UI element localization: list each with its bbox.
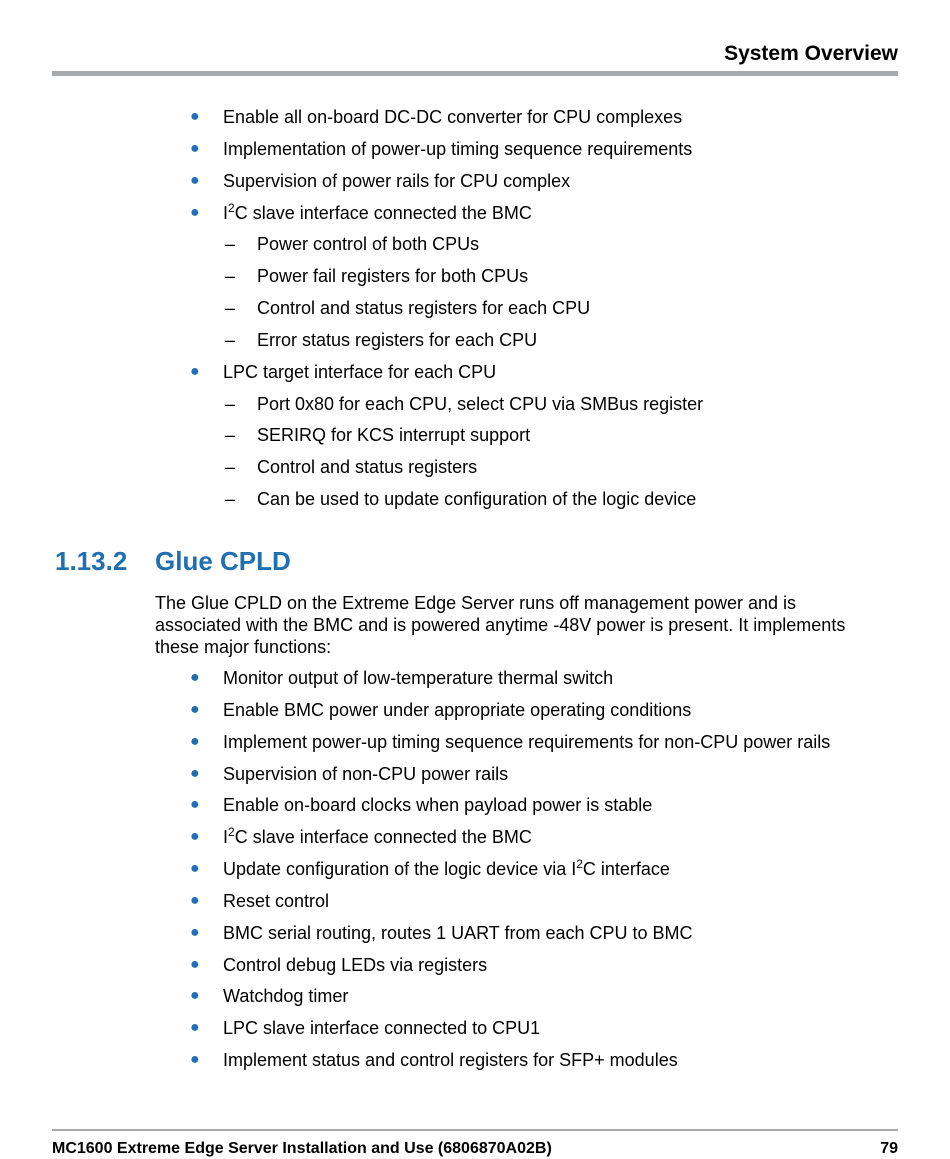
dash-marker-icon: –	[225, 329, 236, 350]
list-item-text	[223, 858, 670, 880]
bullet-item	[0, 763, 950, 795]
sub-bullet-item	[0, 456, 950, 488]
bullet-item	[0, 1017, 950, 1049]
sub-bullet-item	[0, 233, 950, 265]
footer-document-title: MC1600 Extreme Edge Server Installation and Use (6806870A02B)	[52, 1140, 552, 1157]
list-item-text	[223, 667, 613, 689]
bullet-item	[0, 954, 950, 986]
text-main: Error status registers for each CPU	[257, 329, 538, 350]
text-main: Control and status registers for each CPU	[257, 298, 591, 319]
list-item-text	[257, 265, 528, 287]
section-title: Glue CPLD	[155, 546, 291, 576]
footer-divider	[52, 1129, 898, 1131]
list-item-text	[223, 106, 682, 128]
bullet-dot-icon: ●	[190, 362, 200, 380]
list-item-text	[223, 794, 652, 816]
text-main: Power fail registers for both CPUs	[257, 266, 529, 287]
bullet-item	[0, 202, 950, 234]
text-main: Watchdog timer	[223, 986, 349, 1007]
list-item-text	[223, 138, 692, 160]
sub-bullet-item	[0, 393, 950, 425]
text-main: Supervision of power rails for CPU complex	[223, 170, 571, 191]
list-item-text	[223, 361, 496, 383]
feature-list-glue-cpld	[0, 667, 950, 1081]
text-prefix: I	[223, 202, 229, 223]
bullet-item	[0, 170, 950, 202]
bullet-item	[0, 858, 950, 890]
section-intro-paragraph: The Glue CPLD on the Extreme Edge Server runs off management power and is associated with the BMC and is powered anytime -48V power is present. It implements these major functions:	[155, 593, 846, 657]
list-item-text	[223, 826, 532, 848]
text-main: LPC slave interface connected to CPU1	[223, 1018, 541, 1039]
text-main: BMC serial routing, routes 1 UART from each CPU to BMC	[223, 922, 693, 943]
text-main: Can be used to update configuration of the logic device	[257, 489, 697, 510]
text-main: Implementation of power-up timing sequence requirements	[223, 138, 693, 159]
bullet-item	[0, 826, 950, 858]
list-item-text	[257, 297, 590, 319]
list-item-text	[257, 233, 479, 255]
bullet-item	[0, 985, 950, 1017]
list-item-text	[257, 424, 530, 446]
text-main: Control debug LEDs via registers	[223, 954, 488, 975]
superscript: 2	[228, 825, 235, 840]
dash-marker-icon: –	[225, 393, 236, 414]
bullet-item	[0, 106, 950, 138]
sub-bullet-item	[0, 329, 950, 361]
bullet-item	[0, 731, 950, 763]
list-item-text	[223, 954, 487, 976]
bullet-dot-icon: ●	[190, 923, 200, 941]
bullet-dot-icon: ●	[190, 955, 200, 973]
superscript: 2	[228, 200, 235, 215]
list-item-text	[223, 890, 329, 912]
bullet-item	[0, 361, 950, 393]
section-heading	[55, 546, 291, 577]
dash-marker-icon: –	[225, 489, 236, 510]
bullet-dot-icon: ●	[190, 860, 200, 878]
text-prefix: I	[223, 827, 229, 848]
text-main: Monitor output of low-temperature thermal switch	[223, 668, 614, 688]
bullet-dot-icon: ●	[190, 1051, 200, 1069]
list-item-text	[257, 393, 703, 415]
list-item-text	[223, 170, 570, 192]
list-item-text	[223, 763, 508, 785]
bullet-item	[0, 699, 950, 731]
text-main: Implement status and control registers for SFP+ modules	[223, 1050, 678, 1071]
bullet-dot-icon: ●	[190, 171, 200, 189]
bullet-dot-icon: ●	[190, 1019, 200, 1037]
list-item-text	[223, 699, 691, 721]
bullet-dot-icon: ●	[190, 700, 200, 718]
section-number: 1.13.2	[55, 546, 128, 576]
text-main: C slave interface connected the BMC	[234, 827, 532, 848]
sub-bullet-item	[0, 297, 950, 329]
text-main: Enable all on-board DC-DC converter for CPU complexes	[223, 107, 683, 127]
dash-marker-icon: –	[225, 266, 236, 287]
bullet-dot-icon: ●	[190, 796, 200, 814]
bullet-item	[0, 794, 950, 826]
list-item-text	[257, 488, 696, 510]
header-divider	[52, 71, 898, 76]
list-item-text	[223, 731, 830, 753]
sub-bullet-item	[0, 265, 950, 297]
text-main: Reset control	[223, 890, 330, 911]
bullet-dot-icon: ●	[190, 108, 200, 125]
list-item-text	[223, 202, 532, 224]
bullet-dot-icon: ●	[190, 669, 200, 686]
bullet-item	[0, 890, 950, 922]
bullet-dot-icon: ●	[190, 203, 200, 221]
bullet-item	[0, 922, 950, 954]
feature-list-cpu	[0, 106, 950, 520]
page-header-title: System Overview	[724, 42, 898, 65]
list-item-text	[223, 922, 693, 944]
bullet-dot-icon: ●	[190, 891, 200, 909]
text-main: Implement power-up timing sequence requirements for non-CPU power rails	[223, 731, 831, 752]
list-item-text	[257, 329, 537, 351]
bullet-dot-icon: ●	[190, 764, 200, 782]
bullet-item	[0, 1049, 950, 1081]
dash-marker-icon: –	[225, 457, 236, 478]
text-main: Power control of both CPUs	[257, 234, 480, 255]
list-item-text	[223, 1049, 678, 1071]
text-main: Enable on-board clocks when payload power is stable	[223, 795, 653, 816]
bullet-item	[0, 138, 950, 170]
list-item-text	[223, 1017, 540, 1039]
bullet-item	[0, 667, 950, 699]
text-prefix: Update configuration of the logic device via I	[223, 859, 577, 880]
bullet-dot-icon: ●	[190, 828, 200, 846]
dash-marker-icon: –	[225, 234, 236, 255]
list-item-text	[223, 985, 348, 1007]
bullet-dot-icon: ●	[190, 987, 200, 1005]
text-main: Control and status registers	[257, 457, 478, 478]
footer-page-number: 79	[880, 1140, 898, 1157]
text-main: Supervision of non-CPU power rails	[223, 763, 509, 784]
text-main: C interface	[582, 859, 670, 880]
list-item-text	[257, 456, 477, 478]
dash-marker-icon: –	[225, 425, 236, 446]
text-main: SERIRQ for KCS interrupt support	[257, 425, 531, 446]
sub-bullet-item	[0, 488, 950, 520]
bullet-dot-icon: ●	[190, 732, 200, 750]
text-main: C slave interface connected the BMC	[234, 202, 532, 223]
text-main: Enable BMC power under appropriate operating conditions	[223, 699, 692, 720]
bullet-dot-icon: ●	[190, 139, 200, 157]
superscript: 2	[576, 857, 583, 872]
text-main: Port 0x80 for each CPU, select CPU via SMBus register	[257, 393, 704, 414]
sub-bullet-item	[0, 424, 950, 456]
text-main: LPC target interface for each CPU	[223, 361, 497, 382]
dash-marker-icon: –	[225, 298, 236, 319]
